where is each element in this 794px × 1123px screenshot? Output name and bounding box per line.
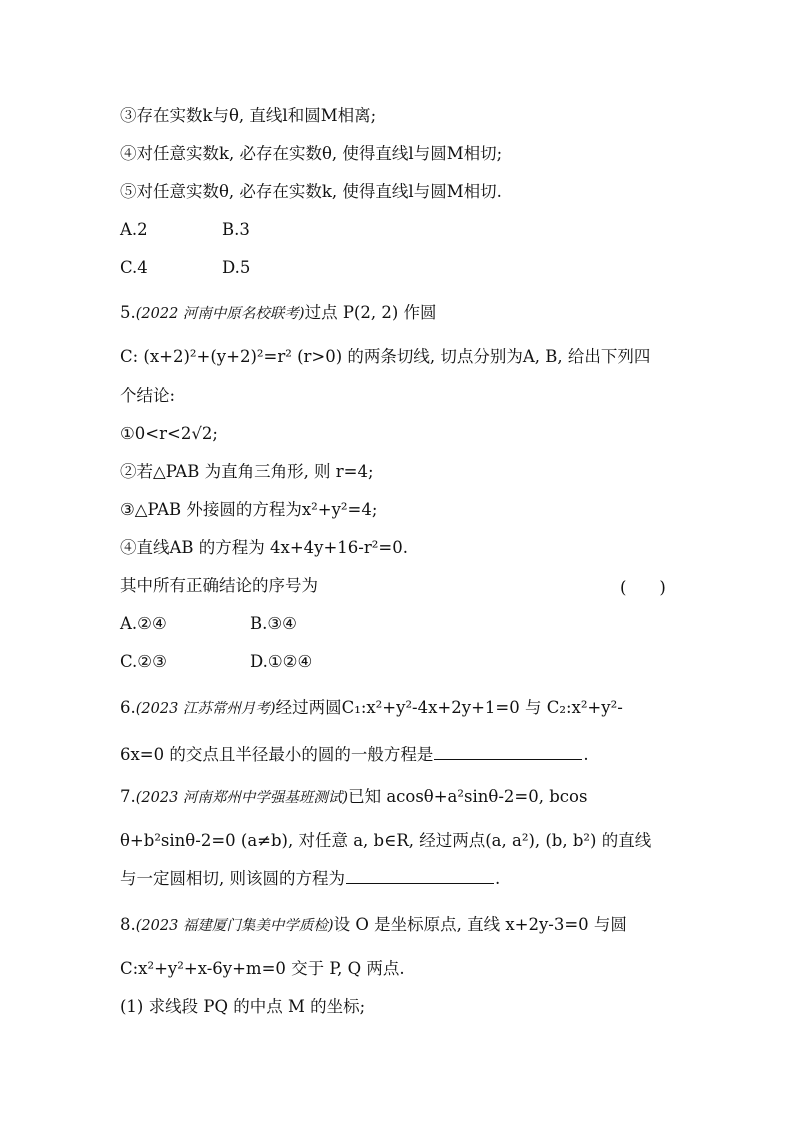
q5-option-d: D.①②④ (250, 652, 313, 671)
q7-source: (2023 河南郑州中学强基班测试) (135, 790, 349, 806)
q7-line-1 (120, 785, 587, 810)
q8-subquestion-1: (1) 求线段 PQ 的中点 M 的坐标; (120, 997, 366, 1016)
statement-4: ④对任意实数k, 必存在实数θ, 使得直线l与圆M相切; (120, 144, 503, 163)
q8-number: 8. (120, 915, 136, 934)
q6-stem-2: 6x=0 的交点且半径最小的圆的一般方程是 (120, 745, 434, 764)
q5-stem-1: 过点 P(2, 2) 作圆 (304, 303, 437, 322)
q8-stem-1: 设 O 是坐标原点, 直线 x+2y-3=0 与圆 (333, 915, 627, 934)
q5-source: (2022 河南中原名校联考) (135, 306, 305, 322)
q7-period: . (495, 869, 501, 888)
q7-number: 7. (120, 787, 136, 806)
q4-option-d: D.5 (222, 258, 251, 277)
q5-conclusion-2: ②若△PAB 为直角三角形, 则 r=4; (120, 462, 374, 481)
q5-option-c: C.②③ (120, 652, 167, 671)
q5-conclusion-1: ①0<r<2√2; (120, 424, 218, 443)
q5-number: 5. (120, 303, 136, 322)
q5-option-b: B.③④ (250, 614, 297, 633)
q7-stem-1: 已知 acosθ+a²sinθ-2=0, bcos (348, 787, 588, 806)
q5-question: 其中所有正确结论的序号为 (120, 576, 318, 595)
q7-stem-3: 与一定圆相切, 则该圆的方程为 (120, 869, 345, 888)
q8-line-1 (120, 913, 627, 938)
q6-period: . (583, 745, 589, 764)
q5-line-1 (120, 301, 437, 326)
q6-line-2 (120, 743, 589, 767)
q6-line-1 (120, 696, 623, 721)
statement-3: ③存在实数k与θ, 直线l和圆M相离; (120, 106, 377, 125)
q8-source: (2023 福建厦门集美中学质检) (135, 918, 334, 934)
q5-stem-2: C: (x+2)²+(y+2)²=r² (r>0) 的两条切线, 切点分别为A, B, 给出下列四 (120, 347, 651, 366)
q6-stem-1: 经过两圆C₁:x²+y²-4x+2y+1=0 与 C₂:x²+y²- (275, 698, 623, 717)
q8-stem-2: C:x²+y²+x-6y+m=0 交于 P, Q 两点. (120, 959, 405, 978)
q5-stem-3: 个结论: (120, 386, 176, 405)
q6-number: 6. (120, 698, 136, 717)
q5-answer-paren: ( ) (620, 578, 666, 597)
q6-answer-blank[interactable] (434, 743, 582, 760)
q6-source: (2023 江苏常州月考) (135, 701, 276, 717)
statement-5: ⑤对任意实数θ, 必存在实数k, 使得直线l与圆M相切. (120, 182, 502, 201)
q7-answer-blank[interactable] (346, 867, 494, 884)
q4-option-b: B.3 (222, 220, 250, 239)
q7-stem-2: θ+b²sinθ-2=0 (a≠b), 对任意 a, b∈R, 经过两点(a, a²), (b, b²) 的直线 (120, 831, 652, 850)
q4-option-c: C.4 (120, 258, 148, 277)
q5-option-a: A.②④ (120, 614, 167, 633)
q7-line-3 (120, 867, 500, 891)
q5-conclusion-4: ④直线AB 的方程为 4x+4y+16-r²=0. (120, 538, 408, 557)
q5-conclusion-3: ③△PAB 外接圆的方程为x²+y²=4; (120, 500, 378, 519)
q4-option-a: A.2 (120, 220, 148, 239)
